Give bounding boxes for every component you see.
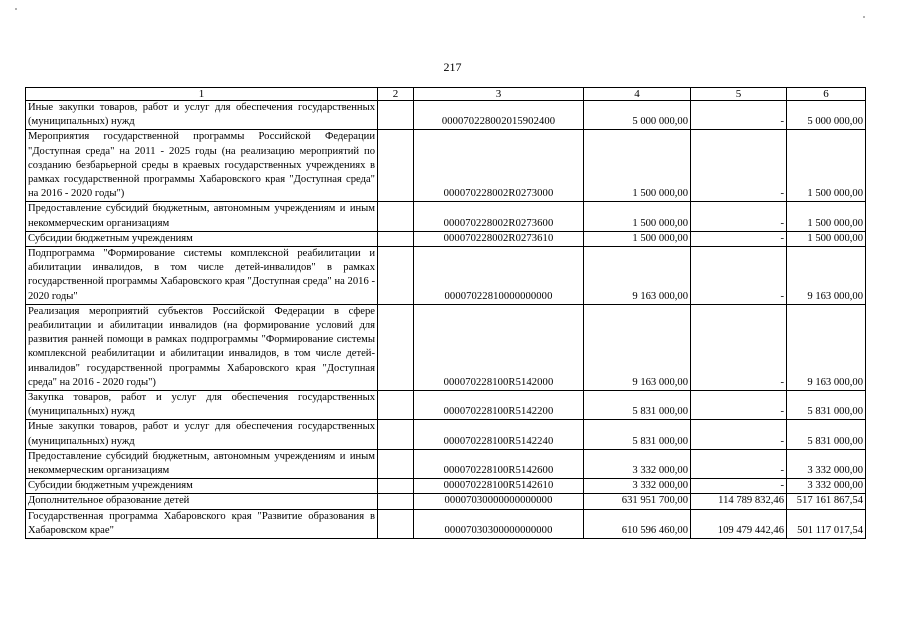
row-col2 — [378, 130, 414, 202]
row-name: Дополнительное образование детей — [26, 494, 378, 509]
row-plan: 3 332 000,00 — [584, 449, 691, 478]
row-code: 00007030300000000000 — [414, 509, 584, 538]
row-plan: 610 596 460,00 — [584, 509, 691, 538]
table-row — [26, 449, 866, 478]
row-name: Предоставление субсидий бюджетным, автономным учреждениям и иным некоммерческим организациям — [26, 202, 378, 231]
row-change: - — [691, 391, 787, 420]
row-change: - — [691, 101, 787, 130]
row-col2 — [378, 509, 414, 538]
row-plan: 1 500 000,00 — [584, 231, 691, 246]
table-row — [26, 420, 866, 449]
row-name: Предоставление субсидий бюджетным, автономным учреждениям и иным некоммерческим организациям — [26, 449, 378, 478]
row-total: 5 000 000,00 — [787, 101, 866, 130]
header-row — [26, 88, 866, 101]
column-header-2: 2 — [378, 88, 414, 101]
row-col2 — [378, 202, 414, 231]
table-row — [26, 247, 866, 305]
row-name: Государственная программа Хабаровского края "Развитие образования в Хабаровском крае" — [26, 509, 378, 538]
row-code: 000070228002R0273600 — [414, 202, 584, 231]
row-col2 — [378, 391, 414, 420]
page-number: 217 — [443, 60, 462, 74]
row-name: Подпрограмма "Формирование системы комплексной реабилитации и абилитации инвалидов, в том числе детей-инвалидов" в рамках государственной программы Хабаровского края "Доступная среда" на 2016 - 2020 годы" — [26, 247, 378, 305]
row-change: - — [691, 420, 787, 449]
row-total: 1 500 000,00 — [787, 130, 866, 202]
table-row — [26, 509, 866, 538]
row-change: 114 789 832,46 — [691, 494, 787, 509]
table-row — [26, 101, 866, 130]
scan-speck — [15, 8, 17, 10]
row-col2 — [378, 494, 414, 509]
row-plan: 3 332 000,00 — [584, 479, 691, 494]
column-header-6: 6 — [787, 88, 866, 101]
row-name: Иные закупки товаров, работ и услуг для обеспечения государственных (муниципальных) нужд — [26, 101, 378, 130]
row-plan: 1 500 000,00 — [584, 202, 691, 231]
row-change: - — [691, 231, 787, 246]
row-code: 000070228100R5142610 — [414, 479, 584, 494]
row-change: - — [691, 202, 787, 231]
row-col2 — [378, 231, 414, 246]
row-name: Реализация мероприятий субъектов Российской Федерации в сфере реабилитации и абилитации инвалидов (на формирование условий для развития ранней помощи в рамках подпрограммы "Формирование системы комплексной реабилитации и абилитации инвалидов, в том числе детей-инвалидов" государственной программы Хабаровского края "Доступная среда" на 2016 - 2020 годы") — [26, 304, 378, 390]
column-header-3: 3 — [414, 88, 584, 101]
row-plan: 5 000 000,00 — [584, 101, 691, 130]
row-change: 109 479 442,46 — [691, 509, 787, 538]
row-code: 000070228100R5142200 — [414, 391, 584, 420]
row-code: 00007022810000000000 — [414, 247, 584, 305]
table-row — [26, 130, 866, 202]
row-code: 000070228002R0273000 — [414, 130, 584, 202]
row-code: 000070228100R5142240 — [414, 420, 584, 449]
row-total: 501 117 017,54 — [787, 509, 866, 538]
row-plan: 9 163 000,00 — [584, 304, 691, 390]
row-change: - — [691, 449, 787, 478]
row-name: Закупка товаров, работ и услуг для обеспечения государственных (муниципальных) нужд — [26, 391, 378, 420]
row-code: 000070228002015902400 — [414, 101, 584, 130]
row-total: 3 332 000,00 — [787, 449, 866, 478]
column-header-4: 4 — [584, 88, 691, 101]
table-row — [26, 231, 866, 246]
row-change: - — [691, 247, 787, 305]
row-code: 000070228100R5142600 — [414, 449, 584, 478]
row-code: 00007030000000000000 — [414, 494, 584, 509]
row-name: Субсидии бюджетным учреждениям — [26, 479, 378, 494]
row-col2 — [378, 304, 414, 390]
row-plan: 9 163 000,00 — [584, 247, 691, 305]
table-row — [26, 479, 866, 494]
row-plan: 5 831 000,00 — [584, 420, 691, 449]
table-row — [26, 391, 866, 420]
row-change: - — [691, 304, 787, 390]
row-total: 1 500 000,00 — [787, 231, 866, 246]
row-col2 — [378, 420, 414, 449]
row-code: 000070228100R5142000 — [414, 304, 584, 390]
row-col2 — [378, 449, 414, 478]
column-header-1: 1 — [26, 88, 378, 101]
row-change: - — [691, 479, 787, 494]
row-change: - — [691, 130, 787, 202]
column-header-5: 5 — [691, 88, 787, 101]
row-col2 — [378, 247, 414, 305]
row-name: Субсидии бюджетным учреждениям — [26, 231, 378, 246]
table-row — [26, 202, 866, 231]
row-plan: 631 951 700,00 — [584, 494, 691, 509]
row-name: Иные закупки товаров, работ и услуг для обеспечения государственных (муниципальных) нужд — [26, 420, 378, 449]
row-name: Мероприятия государственной программы Российской Федерации "Доступная среда" на 2011 - 2025 годы (на реализацию мероприятий по созданию безбарьерной среды в краевых государственных учреждениях в рамках государственной программы Хабаровского края "Доступная среда" на 2016 - 2020 годы") — [26, 130, 378, 202]
row-total: 517 161 867,54 — [787, 494, 866, 509]
table-row — [26, 304, 866, 390]
row-plan: 5 831 000,00 — [584, 391, 691, 420]
row-total: 5 831 000,00 — [787, 391, 866, 420]
row-total: 1 500 000,00 — [787, 202, 866, 231]
row-total: 9 163 000,00 — [787, 304, 866, 390]
row-col2 — [378, 479, 414, 494]
row-total: 3 332 000,00 — [787, 479, 866, 494]
row-total: 9 163 000,00 — [787, 247, 866, 305]
row-plan: 1 500 000,00 — [584, 130, 691, 202]
row-col2 — [378, 101, 414, 130]
scan-speck — [863, 16, 865, 18]
table-row — [26, 494, 866, 509]
row-code: 000070228002R0273610 — [414, 231, 584, 246]
row-total: 5 831 000,00 — [787, 420, 866, 449]
budget-table — [25, 87, 866, 539]
